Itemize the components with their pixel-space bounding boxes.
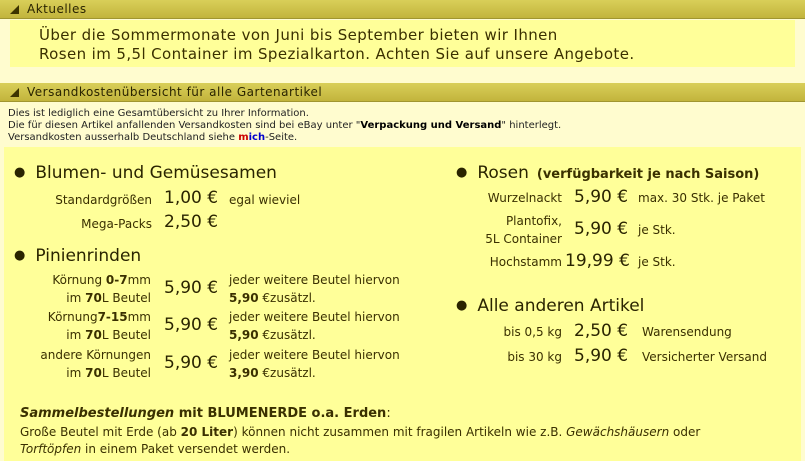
pinien-label: andere Körnungen im 70L Beutel — [40, 348, 151, 380]
blumen-price: 1,00 € — [164, 188, 219, 208]
pinien-note: jeder weitere Beutel hiervon 5,90 €zusätzl. — [229, 310, 400, 342]
pinien-note: jeder weitere Beutel hiervon 3,90 €zusätzl. — [229, 348, 400, 380]
sammel-heading: Sammelbestellungen mit BLUMENERDE o.a. Erden: — [20, 406, 391, 421]
section-andere: ● Alle anderen Artikel — [456, 296, 645, 316]
section-pinien: ● Pinienrinden — [14, 246, 142, 266]
bullet-icon: ● — [14, 248, 26, 263]
pinien-price: 5,90 € — [164, 353, 219, 373]
sammel-line-2: Große Beutel mit Erde (ab 20 Liter) können nicht zusammen mit fragilen Artikeln wie z.B. Gewächshäusern oder — [20, 425, 701, 439]
andere-note: Versicherter Versand — [642, 350, 767, 364]
info-line-2: Die für diesen Artikel anfallenden Versandkosten sind bei eBay unter "Verpackung und Versand" hinterlegt. — [8, 120, 562, 131]
pinien-note: jeder weitere Beutel hiervon 5,90 €zusätzl. — [229, 273, 400, 305]
rosen-label: Hochstamm — [489, 255, 562, 269]
blumen-label: Standardgrößen — [55, 193, 152, 207]
section-blumen: ● Blumen- und Gemüsesamen — [14, 163, 277, 183]
andere-price: 5,90 € — [574, 346, 629, 366]
notice-line-1: Über die Sommermonate von Juni bis September bieten wir Ihnen — [39, 26, 558, 44]
sammel-line-3: Torftöpfen in einem Paket versendet werden. — [20, 442, 291, 456]
andere-note: Warensendung — [642, 325, 732, 339]
collapse-triangle-icon[interactable] — [10, 88, 19, 97]
collapse-triangle-icon[interactable] — [10, 5, 19, 14]
rosen-price: 5,90 € — [574, 219, 629, 239]
aktuelles-notice — [10, 20, 795, 67]
aktuelles-title: Aktuelles — [27, 2, 87, 16]
versand-header[interactable] — [0, 83, 805, 102]
andere-label: bis 30 kg — [507, 350, 562, 364]
versand-title: Versandkostenübersicht für alle Gartenartikel — [27, 85, 323, 99]
pinien-label: Körnung7-15mm im 70L Beutel — [47, 310, 151, 342]
info-line-3: Versandkosten ausserhalb Deutschland siehe mich-Seite. — [8, 132, 298, 143]
bullet-icon: ● — [14, 165, 26, 180]
shipping-table — [4, 147, 801, 461]
pinien-price: 5,90 € — [164, 278, 219, 298]
blumen-note: egal wieviel — [229, 193, 301, 207]
rosen-price: 5,90 € — [574, 187, 629, 207]
blumen-label: Mega-Packs — [81, 217, 152, 231]
pinien-price: 5,90 € — [164, 315, 219, 335]
bullet-icon: ● — [456, 298, 468, 313]
notice-line-2: Rosen im 5,5l Container im Spezialkarton. Achten Sie auf unsere Angebote. — [39, 45, 635, 63]
rosen-note: je Stk. — [638, 255, 676, 269]
mich-logo[interactable]: mich — [238, 132, 266, 143]
andere-label: bis 0,5 kg — [503, 325, 562, 339]
info-line-1: Dies ist lediglich eine Gesamtübersicht zu Ihrer Information. — [8, 108, 309, 119]
aktuelles-header[interactable] — [0, 0, 805, 19]
andere-price: 2,50 € — [574, 321, 629, 341]
rosen-price: 19,99 € — [565, 251, 630, 271]
rosen-note: max. 30 Stk. je Paket — [638, 191, 765, 205]
pinien-label: Körnung 0-7mm im 70L Beutel — [52, 273, 151, 305]
blumen-price: 2,50 € — [164, 212, 219, 232]
rosen-note: je Stk. — [638, 223, 676, 237]
rosen-label: Wurzelnackt — [487, 191, 562, 205]
rosen-label: Plantofix, 5L Container — [485, 214, 562, 246]
section-rosen: ● Rosen (verfügbarkeit je nach Saison) — [456, 163, 760, 183]
bullet-icon: ● — [456, 165, 468, 180]
